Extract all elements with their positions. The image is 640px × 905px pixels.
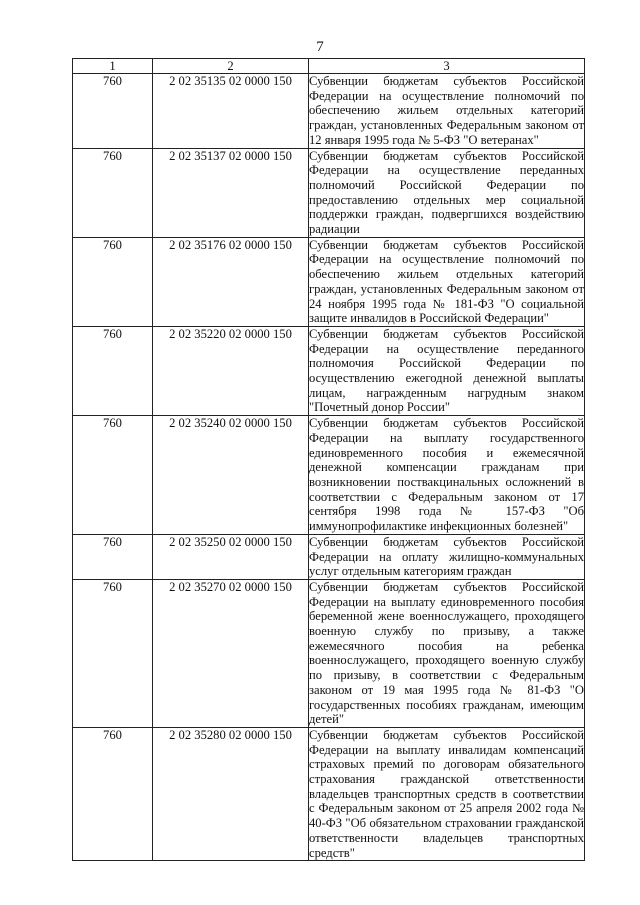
revenue-name: Субвенции бюджетам субъектов Российской Федерации на осуществление переданных полномочий Российской Федерации по предоставлению отдельных мер социальной поддержки граждан, подвергшихся воздействию радиации <box>309 148 584 237</box>
administrator-code: 760 <box>73 74 153 149</box>
column-header-1: 1 <box>73 59 153 74</box>
revenue-name: Субвенции бюджетам субъектов Российской Федерации на выплату государственного единовременного пособия и ежемесячной денежной компенсации гражданам при возникновении поствакцинальных осложнений в соответствии с Федеральным законом от 17 сентября 1998 года № 157-ФЗ "Об иммунопрофилактике инфекционных болезней" <box>309 416 584 534</box>
revenue-name: Субвенции бюджетам субъектов Российской Федерации на осуществление полномочий по обеспечению жильем отдельных категорий граждан, установленных Федеральным законом от 12 января 1995 года № 5-ФЗ "О ветеранах" <box>309 74 584 147</box>
budget-classification-table <box>72 58 585 861</box>
administrator-code: 760 <box>73 534 153 579</box>
revenue-name: Субвенции бюджетам субъектов Российской Федерации на осуществление переданного полномочия Российской Федерации по осуществлению ежегодной денежной выплаты лицам, награжденным нагрудным знаком "Почетный донор России" <box>309 326 584 415</box>
column-header-2: 2 <box>153 59 309 74</box>
budget-classification-code: 2 02 35250 02 0000 150 <box>153 534 309 579</box>
administrator-code: 760 <box>73 148 153 237</box>
table-row <box>73 326 585 415</box>
revenue-name: Субвенции бюджетам субъектов Российской Федерации на оплату жилищно-коммунальных услуг отдельным категориям граждан <box>309 534 584 579</box>
table-row <box>73 148 585 237</box>
budget-classification-code: 2 02 35270 02 0000 150 <box>153 579 309 727</box>
administrator-code: 760 <box>73 416 153 535</box>
column-number-row <box>73 59 585 74</box>
administrator-code: 760 <box>73 237 153 326</box>
budget-classification-code: 2 02 35280 02 0000 150 <box>153 727 309 860</box>
budget-classification-code: 2 02 35240 02 0000 150 <box>153 416 309 535</box>
administrator-code: 760 <box>73 579 153 727</box>
revenue-name: Субвенции бюджетам субъектов Российской Федерации на осуществление полномочий по обеспечению жильем отдельных категорий граждан, установленных Федеральным законом от 24 ноября 1995 года № 181-ФЗ "О социальной защите инвалидов в Российской Федерации" <box>309 237 584 326</box>
revenue-name: Субвенции бюджетам субъектов Российской Федерации на выплату инвалидам компенсаций страховых премий по договорам обязательного страхования гражданской ответственности владельцев транспортных средств в соответствии с Федеральным законом от 25 апреля 2002 года № 40-ФЗ "Об обязательном страховании гражданской ответственности владельцев транспортных средств" <box>309 727 584 860</box>
administrator-code: 760 <box>73 326 153 415</box>
budget-classification-code: 2 02 35137 02 0000 150 <box>153 148 309 237</box>
table-row <box>73 416 585 535</box>
table-row <box>73 727 585 860</box>
budget-classification-code: 2 02 35176 02 0000 150 <box>153 237 309 326</box>
table-row <box>73 534 585 579</box>
table-row <box>73 237 585 326</box>
page-number: 7 <box>316 39 324 55</box>
budget-classification-code: 2 02 35220 02 0000 150 <box>153 326 309 415</box>
administrator-code: 760 <box>73 727 153 860</box>
budget-classification-code: 2 02 35135 02 0000 150 <box>153 74 309 149</box>
table-row <box>73 74 585 149</box>
column-header-3: 3 <box>309 59 585 74</box>
revenue-name: Субвенции бюджетам субъектов Российской Федерации на выплату единовременного пособия беременной жене военнослужащего, проходящего военную службу по призыву, а также ежемесячного пособия на ребенка военнослужащего, проходящего военную службу по призыву, в соответствии с Федеральным законом от 19 мая 1995 года № 81-ФЗ "О государственных пособиях гражданам, имеющим детей" <box>309 579 584 727</box>
table-row <box>73 579 585 727</box>
